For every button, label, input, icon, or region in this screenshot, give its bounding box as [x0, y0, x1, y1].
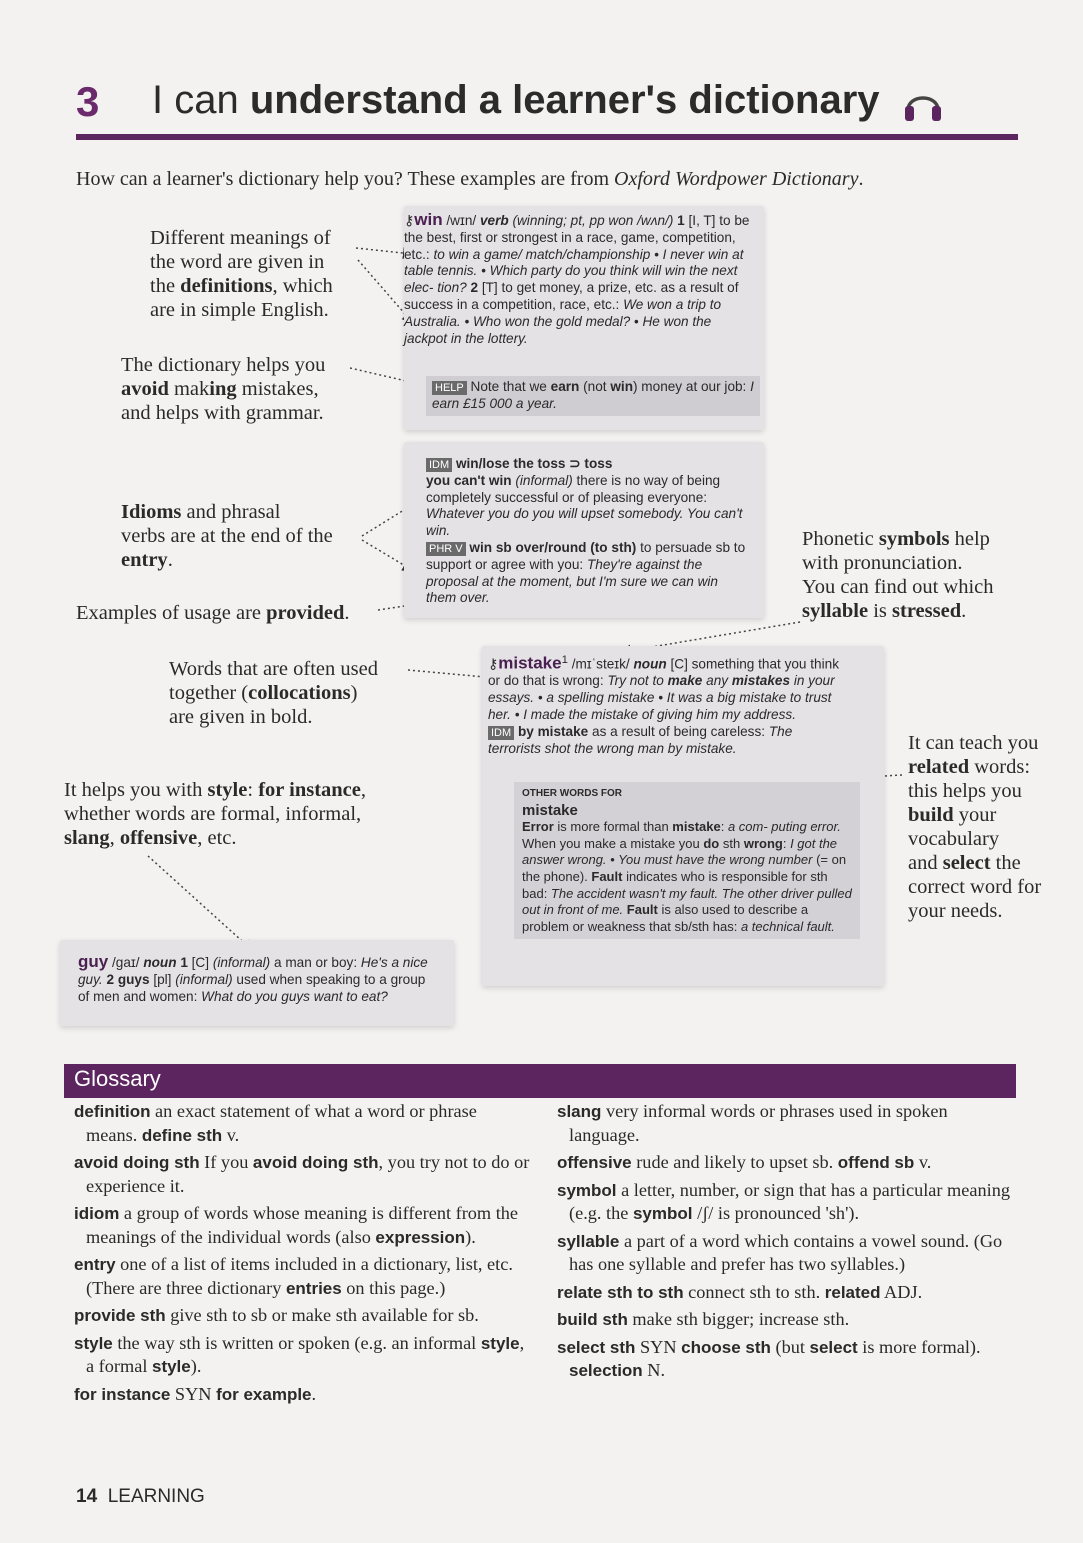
idm-tag: IDM — [426, 458, 452, 472]
idm-tag: IDM — [488, 726, 514, 740]
note-collocations: Words that are often used together (collocations) are given in bold. — [169, 658, 378, 728]
entry-mistake: ⚷mistake$^1$ /mɪˈsteɪk/ noun [C] something that you think or do that is wrong: Try not to make any mistakes in your essays. • a spelling mistake • It was a big mistake to trust her. • I made the mistake of giving him my address. IDM by mistake as a result of being careless: The terrorists shot the wrong man by mistake. OTHER WORDS FOR mistake Error is more formal than mistake: a com- puting error. When you make a mistake you do sth wrong: I got the answer wrong. • You must have the wrong number (= on the phone). Fault indicates who is responsible for sth bad: The accident wasn't my fault. The other driver pulled out in front of me. Fault is also used to describe a problem or weakness that sb/sth has: a technical fault. — [482, 646, 884, 986]
glossary-item: definition an exact statement of what a word or phrase means. define sth v. — [74, 1101, 477, 1145]
intro-text: How can a learner's dictionary help you? These examples are from Oxford Wordpower Dictionary. — [76, 168, 864, 190]
help-tag: HELP — [432, 381, 467, 395]
glossary-item: for instance SYN for example. — [74, 1383, 317, 1404]
note-examples: Examples of usage are provided. — [76, 602, 350, 624]
entry-guy: guy /ɡaɪ/ noun 1 [C] (informal) a man or boy: He's a nice guy. 2 guys [pl] (informal) used when speaking to a group of men and women: What do you guys want to eat? — [60, 940, 454, 1026]
glossary-item: avoid doing sth If you avoid doing sth, you try not to do or experience it. — [74, 1152, 530, 1196]
glossary-right-column — [557, 1100, 1017, 1387]
note-related: It can teach you related words: this helps you build your vocabulary and select the correct word for your needs. — [908, 732, 1042, 922]
note-phonetic: Phonetic symbols help with pronunciation. You can find out which syllable is stressed. — [802, 528, 994, 622]
glossary-item: select sth SYN choose sth (but select is more formal). selection N. — [557, 1336, 981, 1380]
pronunciation: /ɡaɪ/ — [112, 955, 140, 970]
entry-headword: win — [414, 210, 443, 229]
chapter-number: 3 — [76, 78, 100, 125]
glossary-item: style the way sth is written or spoken (e.g. an informal style, a formal style). — [74, 1332, 525, 1376]
section-name: LEARNING — [107, 1486, 205, 1507]
glossary-item: symbol a letter, number, or sign that has a particular meaning (e.g. the symbol /ʃ/ is pronounced 'sh'). — [557, 1179, 1011, 1223]
glossary-left-column — [74, 1100, 530, 1410]
glossary-item: provide sth give sth to sb or make sth available for sb. — [74, 1305, 479, 1325]
pronunciation: /wɪn/ — [446, 213, 477, 228]
help-note: HELP Note that we earn (not win) money at our job: I earn £15 000 a year. — [426, 376, 760, 416]
page-title: I can understand a learner's dictionary — [152, 78, 880, 122]
glossary-item: entry one of a list of items included in a dictionary, list, etc. (There are three dictionary entries on this page.) — [74, 1254, 513, 1298]
phrv-tag: PHR V — [426, 542, 466, 556]
glossary-item: idiom a group of words whose meaning is different from the meanings of the individual words (also expression). — [74, 1203, 519, 1247]
page-footer — [76, 1486, 205, 1508]
glossary-item: slang very informal words or phrases used in spoken language. — [557, 1101, 948, 1145]
glossary-title: Glossary — [74, 1066, 161, 1091]
glossary-item: syllable a part of a word which contains a vowel sound. (Go has one syllable and prefer has two syllables.) — [557, 1230, 1003, 1274]
note-style: It helps you with style: for instance, whether words are formal, informal, slang, offensive, etc. — [64, 779, 366, 849]
note-mistakes: The dictionary helps you avoid making mistakes, and helps with grammar. — [121, 354, 326, 424]
glossary-bar — [64, 1064, 1016, 1098]
entry-headword: guy — [78, 952, 109, 971]
key-word-icon: ⚷ — [488, 655, 499, 672]
entry-win: ⚷win /wɪn/ verb (winning; pt, pp won /wʌn/) 1 [I, T] to be the best, first or strongest in a race, game, competition, etc.: to win a game/ match/championship • I never win at table tennis. • Which party do you think will win the next elec- tion? 2 [T] to get money, a prize, etc. as a result of success in a competition, race, etc.: We won a trip to Australia. • Who won the gold medal? • He won the jackpot in the lottery. HELP Note that we earn (not win) money at our job: I earn £15 000 a year. — [404, 206, 764, 430]
key-word-icon: ⚷ — [404, 212, 415, 228]
glossary-item: offensive rude and likely to upset sb. offend sb v. — [557, 1152, 932, 1172]
pronunciation: /mɪˈsteɪk/ — [571, 656, 630, 672]
other-words-tag: OTHER WORDS FOR — [522, 788, 622, 799]
entry-idioms: IDM win/lose the toss ⊃ toss you can't win (informal) there is no way of being completely successful or of pleasing everyone: Whatever you do you will upset somebody. You can't win. PHR V win sb over/round (to sth) to persuade sb to support or agree with you: They're against the proposal at the moment, but I'm sure we can win them over. — [404, 442, 764, 618]
glossary-item: relate sth to sth connect sth to sth. related ADJ. — [557, 1281, 923, 1302]
page-number: 14 — [76, 1486, 98, 1507]
glossary-item: build sth make sth bigger; increase sth. — [557, 1309, 850, 1329]
note-definitions: Different meanings of the word are given in the definitions, which are in simple English. — [150, 227, 333, 321]
entry-headword: mistake — [498, 653, 562, 673]
other-words-box: OTHER WORDS FOR mistake Error is more formal than mistake: a com- puting error. When you make a mistake you do sth wrong: I got the answer wrong. • You must have the wrong number (= on the phone). Fault indicates who is responsible for sth bad: The accident wasn't my fault. The other driver pulled out in front of me. Fault is also used to describe a problem or weakness that sb/sth has: a technical fault. — [514, 782, 860, 939]
note-idioms: Idioms and phrasal verbs are at the end of the entry. — [121, 501, 333, 571]
